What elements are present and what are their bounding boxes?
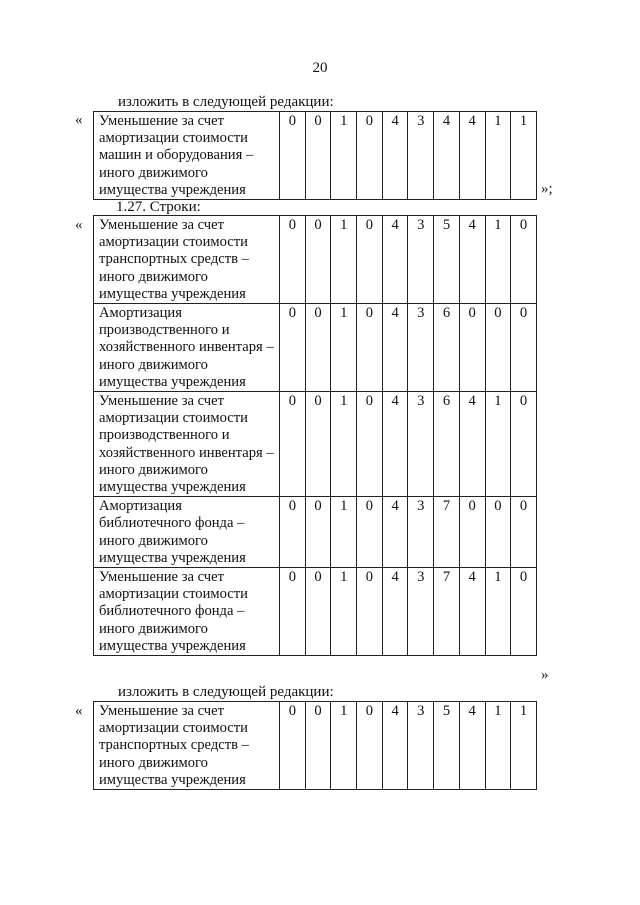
code-digit-cell: 4 [382, 568, 408, 656]
code-digit-cell: 1 [331, 497, 357, 568]
code-digit-cell: 0 [305, 304, 331, 392]
code-digit-cell: 0 [305, 216, 331, 304]
code-digit-cell: 0 [280, 568, 306, 656]
code-digit-cell: 4 [382, 112, 408, 200]
account-name-cell: Уменьшение за счет амортизации стоимости машин и оборудования – иного движимого имущества учреждения [94, 112, 280, 200]
code-digit-cell: 7 [434, 497, 460, 568]
code-digit-cell: 6 [434, 304, 460, 392]
account-name-cell: Уменьшение за счет амортизации стоимости транспортных средств – иного движимого имущества учреждения [94, 702, 280, 790]
code-digit-cell: 0 [305, 497, 331, 568]
code-digit-cell: 0 [511, 216, 537, 304]
code-digit-cell: 0 [280, 216, 306, 304]
code-digit-cell: 1 [331, 392, 357, 497]
code-digit-cell: 1 [485, 702, 511, 790]
code-digit-cell: 7 [434, 568, 460, 656]
open-quote: « [75, 217, 83, 233]
code-digit-cell: 5 [434, 702, 460, 790]
table-row [94, 568, 537, 656]
account-name-cell: Уменьшение за счет амортизации стоимости транспортных средств – иного движимого имущества учреждения [94, 216, 280, 304]
code-digit-cell: 4 [459, 568, 485, 656]
intro-text: изложить в следующей редакции: [118, 94, 334, 110]
code-digit-cell: 0 [280, 497, 306, 568]
code-table [93, 215, 537, 656]
code-digit-cell: 3 [408, 216, 434, 304]
code-table [93, 701, 537, 790]
code-digit-cell: 4 [382, 702, 408, 790]
account-name-cell: Амортизация производственного и хозяйственного инвентаря – иного движимого имущества учреждения [94, 304, 280, 392]
account-name-cell: Уменьшение за счет амортизации стоимости производственного и хозяйственного инвентаря – иного движимого имущества учреждения [94, 392, 280, 497]
table-row [94, 112, 537, 200]
code-digit-cell: 1 [331, 112, 357, 200]
code-digit-cell: 5 [434, 216, 460, 304]
close-quote: »; [541, 181, 553, 197]
close-quote: » [541, 667, 549, 683]
code-digit-cell: 1 [485, 568, 511, 656]
code-digit-cell: 1 [511, 112, 537, 200]
code-digit-cell: 4 [459, 392, 485, 497]
code-digit-cell: 0 [357, 497, 383, 568]
code-digit-cell: 1 [485, 112, 511, 200]
code-digit-cell: 0 [357, 216, 383, 304]
open-quote: « [75, 703, 83, 719]
code-digit-cell: 0 [511, 497, 537, 568]
table-row [94, 702, 537, 790]
code-digit-cell: 4 [434, 112, 460, 200]
code-digit-cell: 1 [331, 216, 357, 304]
code-digit-cell: 4 [382, 216, 408, 304]
code-digit-cell: 0 [357, 304, 383, 392]
table-row [94, 304, 537, 392]
account-name-cell: Уменьшение за счет амортизации стоимости библиотечного фонда – иного движимого имущества учреждения [94, 568, 280, 656]
code-digit-cell: 0 [280, 112, 306, 200]
code-digit-cell: 0 [357, 702, 383, 790]
code-digit-cell: 0 [280, 304, 306, 392]
code-digit-cell: 0 [459, 497, 485, 568]
open-quote: « [75, 112, 83, 128]
code-digit-cell: 0 [357, 568, 383, 656]
code-digit-cell: 1 [331, 702, 357, 790]
code-digit-cell: 4 [459, 112, 485, 200]
code-digit-cell: 0 [305, 112, 331, 200]
code-digit-cell: 0 [485, 304, 511, 392]
table-row [94, 216, 537, 304]
code-digit-cell: 0 [280, 392, 306, 497]
code-digit-cell: 3 [408, 568, 434, 656]
code-digit-cell: 3 [408, 497, 434, 568]
code-digit-cell: 1 [331, 304, 357, 392]
page-number: 20 [312, 60, 328, 76]
code-digit-cell: 0 [357, 112, 383, 200]
code-digit-cell: 0 [305, 702, 331, 790]
code-digit-cell: 3 [408, 112, 434, 200]
code-digit-cell: 1 [511, 702, 537, 790]
code-digit-cell: 0 [357, 392, 383, 497]
code-digit-cell: 0 [511, 304, 537, 392]
code-digit-cell: 1 [485, 392, 511, 497]
code-digit-cell: 3 [408, 702, 434, 790]
code-digit-cell: 1 [485, 216, 511, 304]
code-digit-cell: 3 [408, 304, 434, 392]
code-digit-cell: 0 [511, 392, 537, 497]
code-table [93, 111, 537, 200]
intro-text: изложить в следующей редакции: [118, 684, 334, 700]
code-digit-cell: 0 [280, 702, 306, 790]
code-digit-cell: 0 [485, 497, 511, 568]
code-digit-cell: 6 [434, 392, 460, 497]
code-digit-cell: 0 [511, 568, 537, 656]
code-digit-cell: 0 [305, 568, 331, 656]
code-digit-cell: 4 [382, 497, 408, 568]
code-digit-cell: 4 [382, 392, 408, 497]
code-digit-cell: 3 [408, 392, 434, 497]
table-row [94, 392, 537, 497]
table-row [94, 497, 537, 568]
account-name-cell: Амортизация библиотечного фонда – иного движимого имущества учреждения [94, 497, 280, 568]
code-digit-cell: 0 [459, 304, 485, 392]
code-digit-cell: 4 [382, 304, 408, 392]
code-digit-cell: 0 [305, 392, 331, 497]
section-heading: 1.27. Строки: [116, 199, 201, 215]
code-digit-cell: 4 [459, 216, 485, 304]
code-digit-cell: 1 [331, 568, 357, 656]
code-digit-cell: 4 [459, 702, 485, 790]
